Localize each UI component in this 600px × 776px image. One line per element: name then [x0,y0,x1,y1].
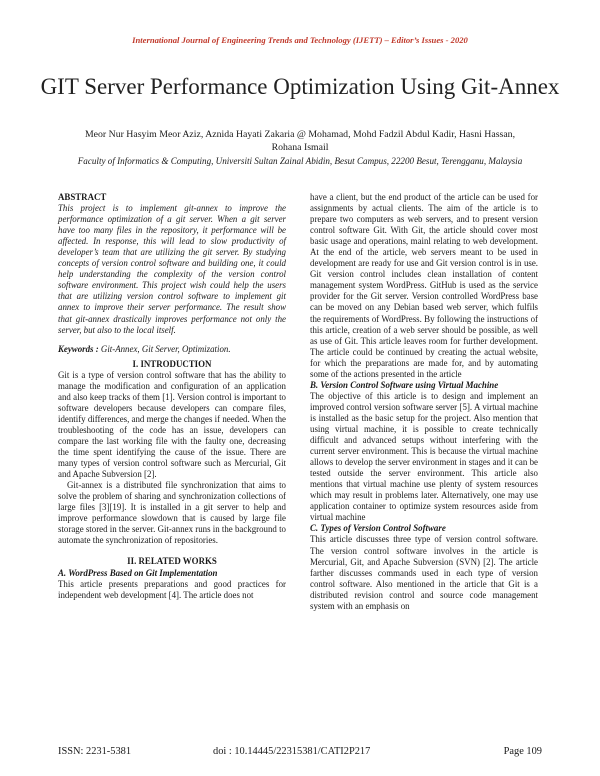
section-heading-introduction: I. INTRODUCTION [132,358,212,369]
related-c-paragraph: This article discusses three type of version control software. The version control software involves in the article is Mercurial, Git, and Apache Subversion (SVN) [2]. The article farther discusses commands used in each type of version control software. Also mentioned in the article that Git is a distributed revision control and source code management system with an emphasis on [310,534,538,611]
left-column [58,192,286,601]
subsection-heading-c: C. Types of Version Control Software [310,523,446,534]
affiliation: Faculty of Informatics & Computing, Universiti Sultan Zainal Abidin, Besut Campus, 22200 Besut, Terengganu, Malaysia [77,156,523,166]
footer-doi: doi : 10.14445/22315381/CATI2P217 [213,746,371,757]
subsection-heading-b: B. Version Control Software using Virtual Machine [310,379,499,390]
page-footer [58,746,542,762]
related-a-paragraph-start: This article presents preparations and good practices for independent web development [4]. The article does not [58,578,286,600]
keywords [58,344,286,355]
keywords-label: Keywords : [58,343,99,354]
intro-paragraph-2: Git-annex is a distributed file synchronization that aims to solve the problem of sharing and synchronization collections of large files [3][19]. It is installed in a git server to help and improve performance slowdown that is caused by large file storage stored in the server. Git-annex runs in the background to automate the synchronization of repositories. [58,480,286,546]
related-a-paragraph-continued: have a client, but the end product of the article can be used for assignments by actual clients. The aim of the article is to prepare two computers as web servers, and to present version control software Git. With Git, the article should cover most basic usage and operations, mainl relating to web development. At the end of the article, web servers meant to be used in development are ready for use and Git version control is in use. Git version control includes clean installation of content management system WordPress. GitHub is used as the service provider for the Git server. Version controlled WordPress base can be moved on any Debian based web server, which fulfils the requirements of WordPress. By following the instructions of this article, creation of a web server should be possible, as well as use of Git. This article leaves room for further development. The article could be continued by creating the actual website, for which the preparations are made for, and by automating some of the actions presented in the article [310,192,538,379]
journal-header: International Journal of Engineering Trends and Technology (IJETT) – Editor’s Issues - 2020 [132,35,468,45]
footer-issn: ISSN: 2231-5381 [58,746,132,757]
footer-page-number: Page 109 [503,746,542,757]
right-column [310,192,538,612]
keywords-text: Git-Annex, Git Server, Optimization. [100,343,231,354]
paper-title: GIT Server Performance Optimization Using Git-Annex [40,74,560,99]
subsection-heading-a: A. WordPress Based on Git Implementation [58,567,218,578]
abstract-heading: ABSTRACT [58,192,107,202]
author-list: Meor Nur Hasyim Meor Aziz, Aznida Hayati Zakaria @ Mohamad, Mohd Fadzil Abdul Kadir, Hasni Hassan, Rohana Ismail [84,129,516,153]
abstract-body: This project is to implement git-annex to improve the performance optimization of a git server. When a git server have too many files in the repository, it performance will be affected. In response, this will lead to slow productivity of developer’s team that are utilizing the git server. By studying concepts of version control software and building one, it could help understanding the complexity of the version control software environment. This project wish could help the users that are utilizing version control software to implement git annex to improve their server performance. The result show that git-annex drastically improves performance not only the server, but also to the local itself. [58,203,286,335]
intro-paragraph-1: Git is a type of version control software that has the ability to manage the modification and configuration of an application and also keep tracks of them [1]. Version control is important to software developers because developers can compare files, identify differences, and merge the changes if needed. When the troubleshooting of the code has an issue, developers can compare the last working file with the faulty one, decreasing the time spent identifying the cause of the issue. There are many types of version control software such as Mercurial, Git and Apache Subversion [2]. [58,369,286,480]
section-heading-related-works: II. RELATED WORKS [127,556,217,567]
related-b-paragraph: The objective of this article is to design and implement an improved control version software server [5]. A virtual machine is installed as the basic setup for the project. Also mention that using virtual machine, it is possible to create technically difficult and advanced setups without interfering with the current server environment. This is because the virtual machine allows to develop the server environment in stages and it can be tested outside the server environment. This article also mentions that virtual machine use plenty of system resources which may result in problems later. Alternatively, one may use application container to optimize system resources aside from virtual machine [310,390,538,523]
